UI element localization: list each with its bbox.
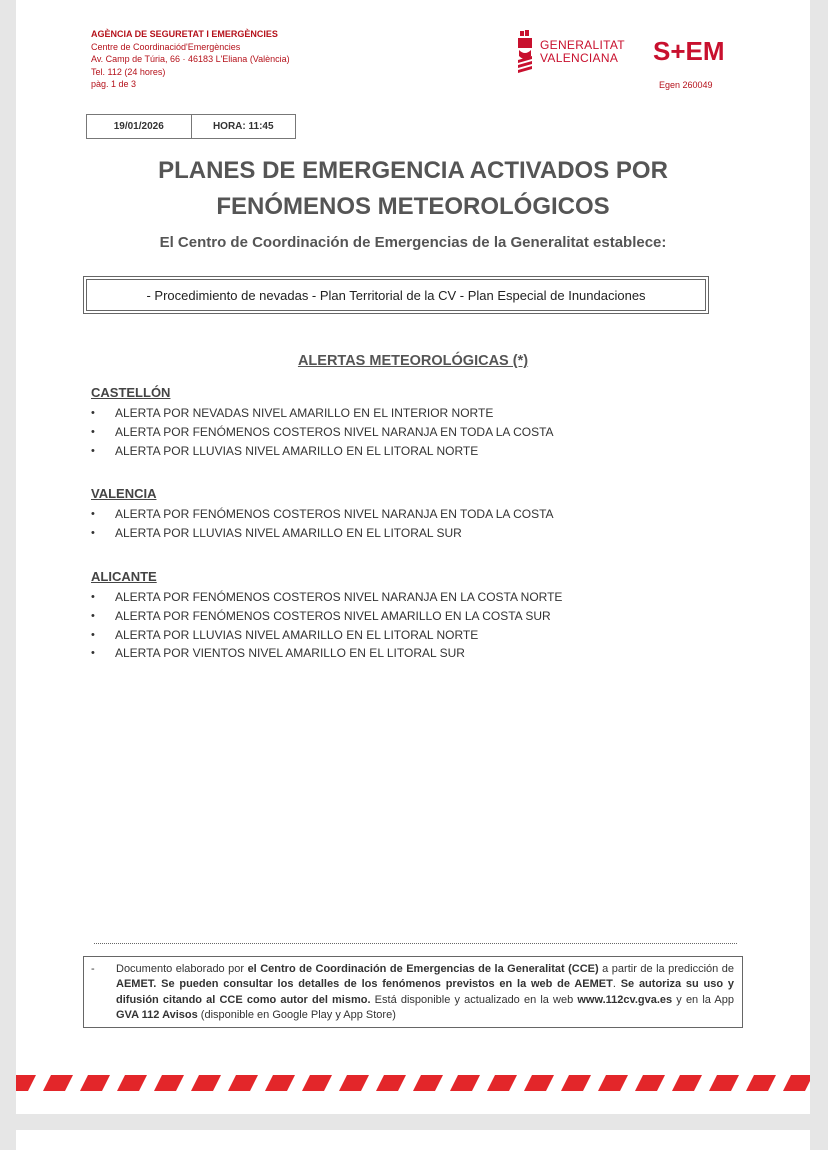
stripe-segment	[524, 1075, 554, 1091]
bullet-icon: •	[91, 425, 95, 438]
stripe-segment	[16, 1075, 36, 1091]
dotted-divider	[94, 943, 737, 944]
active-plans-text: - Procedimiento de nevadas - Plan Territorial de la CV - Plan Especial de Inundaciones	[86, 279, 706, 311]
alert-list	[91, 505, 771, 543]
sem-logo: S+EM	[653, 36, 725, 66]
alerts-heading: ALERTAS METEOROLÓGICAS (*)	[297, 353, 529, 369]
bullet-icon: •	[91, 508, 95, 520]
footer-app-name: GVA 112 Avisos	[116, 1008, 198, 1021]
alert-text: ALERTA POR NEVADAS NIVEL AMARILLO EN EL INTERIOR NORTE	[115, 406, 494, 420]
date-time-box	[86, 114, 296, 139]
alert-text: ALERTA POR FENÓMENOS COSTEROS NIVEL NARANJA EN LA COSTA NORTE	[115, 590, 563, 604]
alert-text: ALERTA POR FENÓMENOS COSTEROS NIVEL NARANJA EN TODA LA COSTA	[115, 507, 554, 521]
alert-item	[91, 644, 771, 663]
footer-text: .	[612, 978, 621, 991]
footer-website-link[interactable]: www.112cv.gva.es	[577, 993, 673, 1006]
agency-name: AGÈNCIA DE SEGURETAT I EMERGÈNCIES	[91, 29, 278, 39]
footer-bold: el Centro de Coordinación de Emergencias de la Generalitat (CCE)	[247, 963, 599, 975]
alert-text: ALERTA POR LLUVIAS NIVEL AMARILLO EN EL LITORAL SUR	[115, 525, 462, 540]
time-value: HORA: 11:45	[191, 115, 296, 138]
stripe-segment	[376, 1075, 406, 1091]
active-plans-box	[83, 276, 709, 314]
stripe-segment	[154, 1075, 184, 1091]
bullet-icon: •	[91, 407, 95, 419]
region-valencia	[91, 486, 771, 543]
stripe-segment	[561, 1075, 591, 1091]
alert-item	[91, 588, 771, 607]
alert-text: ALERTA POR LLUVIAS NIVEL AMARILLO EN EL LITORAL NORTE	[115, 627, 479, 642]
stripe-segment	[43, 1075, 73, 1091]
title-line: FENÓMENOS METEOROLÓGICOS	[216, 193, 610, 220]
stripe-segment	[339, 1075, 369, 1091]
stripe-segment	[746, 1075, 776, 1091]
stripe-segment	[265, 1075, 295, 1091]
region-title: CASTELLÓN	[91, 385, 171, 400]
footer-text: (disponible en Google Play y App Store)	[197, 1008, 396, 1021]
stripe-segment	[487, 1075, 517, 1091]
bullet-icon: •	[91, 628, 95, 641]
stripe-segment	[413, 1075, 443, 1091]
alert-text: ALERTA POR FENÓMENOS COSTEROS NIVEL NARANJA EN TODA LA COSTA	[115, 424, 554, 439]
alert-item	[91, 505, 771, 524]
date-value: 19/01/2026	[113, 121, 164, 132]
bullet-icon: •	[91, 609, 95, 622]
region-title: VALENCIA	[91, 486, 157, 501]
egen-code: Egen 260049	[659, 80, 713, 90]
bullet-icon: •	[91, 444, 95, 457]
alert-item	[91, 607, 771, 626]
page-number: pàg. 1 de 3	[91, 79, 137, 89]
alert-text: ALERTA POR FENÓMENOS COSTEROS NIVEL AMARILLO EN LA COSTA SUR	[115, 608, 551, 623]
stripe-segment	[598, 1075, 628, 1091]
footer-text: Está disponible y actualizado en la web	[370, 993, 578, 1006]
generalitat-valenciana-wordmark	[540, 39, 625, 65]
region-alicante	[91, 569, 771, 663]
footer-text: a partir de la predicción de	[598, 963, 734, 975]
alert-item	[91, 524, 771, 543]
alert-text: ALERTA POR VIENTOS NIVEL AMARILLO EN EL LITORAL SUR	[115, 646, 465, 661]
alert-item	[91, 404, 771, 423]
stripe-segment	[672, 1075, 702, 1091]
alert-text: ALERTA POR LLUVIAS NIVEL AMARILLO EN EL LITORAL NORTE	[115, 443, 479, 458]
alert-list	[91, 404, 771, 460]
bullet-icon: •	[91, 526, 95, 539]
red-stripe-border	[16, 1073, 810, 1093]
title-line: PLANES DE EMERGENCIA ACTIVADOS POR	[158, 157, 668, 184]
document-subtitle: El Centro de Coordinación de Emergencias de la Generalitat establece:	[159, 234, 667, 251]
footer-text: Documento elaborado por	[116, 963, 248, 975]
region-title: ALICANTE	[91, 569, 157, 584]
stripe-segment	[302, 1075, 332, 1091]
bullet-icon: •	[91, 647, 95, 660]
alert-item	[91, 423, 771, 442]
stripe-segment	[709, 1075, 739, 1091]
footer-bold: Se autoriza su uso y difusión citando al CCE como autor del mismo.	[116, 978, 734, 1006]
bullet-icon: •	[91, 591, 95, 603]
stripe-segment	[191, 1075, 221, 1091]
logo-line: GENERALITAT	[540, 38, 625, 52]
stripe-segment	[450, 1075, 480, 1091]
stripe-segment	[228, 1075, 258, 1091]
stripe-segment	[635, 1075, 665, 1091]
alert-item	[91, 626, 771, 645]
stripe-segment	[783, 1075, 810, 1091]
logo-line: VALENCIANA	[540, 51, 619, 65]
footer-notice-text	[116, 962, 734, 1023]
footer-text: y en la App	[672, 993, 734, 1006]
agency-line: Av. Camp de Túria, 66 · 46183 L'Eliana (València)	[91, 54, 290, 64]
document-page	[16, 0, 810, 1114]
footer-bold: AEMET. Se pueden consultar los detalles de los fenómenos previstos en la web de AEMET	[116, 978, 613, 991]
alert-item	[91, 442, 771, 461]
footer-notice-box	[83, 956, 743, 1028]
document-title	[16, 153, 810, 225]
footer-dash: -	[91, 963, 95, 975]
stripe-segment	[117, 1075, 147, 1091]
alert-list	[91, 588, 771, 663]
stripe-segment	[80, 1075, 110, 1091]
agency-line: Centre de Coordinaciód'Emergències	[91, 41, 241, 52]
agency-address-block	[91, 28, 290, 91]
region-castellon	[91, 385, 771, 460]
agency-line: Tel. 112 (24 hores)	[91, 66, 166, 77]
next-page-edge	[16, 1130, 810, 1150]
